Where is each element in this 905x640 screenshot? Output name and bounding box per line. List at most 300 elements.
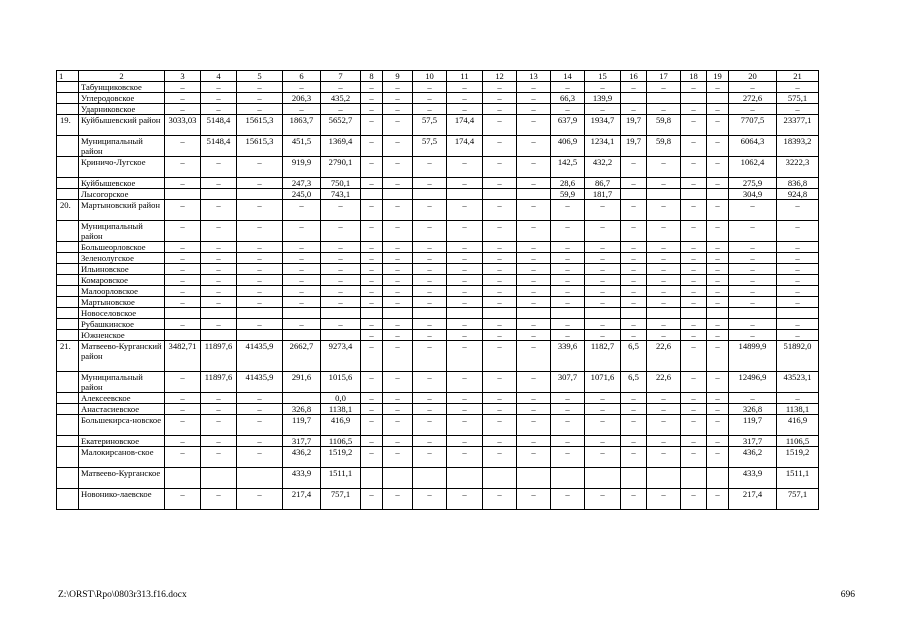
value-cell: – bbox=[681, 330, 707, 341]
value-cell: – bbox=[551, 286, 585, 297]
value-cell: – bbox=[681, 393, 707, 404]
value-cell: – bbox=[447, 157, 483, 178]
value-cell: 41435,9 bbox=[237, 372, 283, 393]
value-cell: – bbox=[361, 297, 383, 308]
value-cell: – bbox=[413, 178, 447, 189]
value-cell: – bbox=[361, 157, 383, 178]
value-cell: – bbox=[707, 242, 729, 253]
value-cell: – bbox=[383, 447, 413, 468]
value-cell: – bbox=[647, 404, 681, 415]
row-name: Ильиновское bbox=[79, 264, 165, 275]
value-cell: – bbox=[585, 330, 621, 341]
value-cell: – bbox=[483, 136, 517, 157]
value-cell bbox=[551, 468, 585, 489]
value-cell: – bbox=[647, 82, 681, 93]
value-cell bbox=[517, 468, 551, 489]
value-cell: – bbox=[707, 264, 729, 275]
row-name: Новонико-лаевское bbox=[79, 489, 165, 510]
value-cell: – bbox=[729, 104, 777, 115]
value-cell bbox=[647, 308, 681, 319]
table-row bbox=[57, 341, 819, 372]
value-cell: – bbox=[517, 253, 551, 264]
value-cell: – bbox=[483, 115, 517, 136]
value-cell: – bbox=[681, 264, 707, 275]
value-cell: – bbox=[413, 297, 447, 308]
value-cell: – bbox=[517, 242, 551, 253]
value-cell: – bbox=[729, 297, 777, 308]
value-cell bbox=[361, 468, 383, 489]
value-cell: – bbox=[517, 178, 551, 189]
value-cell: – bbox=[517, 200, 551, 221]
value-cell: – bbox=[729, 200, 777, 221]
value-cell: – bbox=[729, 264, 777, 275]
value-cell: – bbox=[413, 404, 447, 415]
value-cell bbox=[585, 308, 621, 319]
value-cell: – bbox=[413, 286, 447, 297]
value-cell: – bbox=[383, 264, 413, 275]
value-cell: – bbox=[647, 319, 681, 330]
value-cell: – bbox=[647, 157, 681, 178]
value-cell: – bbox=[707, 415, 729, 436]
value-cell: – bbox=[361, 372, 383, 393]
value-cell bbox=[447, 468, 483, 489]
value-cell: – bbox=[165, 136, 201, 157]
value-cell: – bbox=[777, 82, 819, 93]
value-cell: – bbox=[681, 404, 707, 415]
value-cell: – bbox=[517, 157, 551, 178]
value-cell bbox=[707, 308, 729, 319]
value-cell: – bbox=[413, 436, 447, 447]
value-cell: – bbox=[321, 104, 361, 115]
value-cell: – bbox=[321, 242, 361, 253]
value-cell: – bbox=[201, 200, 237, 221]
value-cell: – bbox=[201, 82, 237, 93]
row-name: Лысогорское bbox=[79, 189, 165, 200]
value-cell: – bbox=[383, 341, 413, 372]
value-cell: – bbox=[283, 275, 321, 286]
value-cell bbox=[585, 468, 621, 489]
value-cell: 637,9 bbox=[551, 115, 585, 136]
table-row bbox=[57, 264, 819, 275]
value-cell: – bbox=[447, 104, 483, 115]
value-cell: – bbox=[383, 297, 413, 308]
value-cell: – bbox=[237, 104, 283, 115]
column-number: 17 bbox=[647, 71, 681, 82]
value-cell: – bbox=[621, 264, 647, 275]
value-cell: 11897,6 bbox=[201, 341, 237, 372]
value-cell: – bbox=[283, 104, 321, 115]
row-index bbox=[57, 93, 79, 104]
header-row bbox=[57, 71, 819, 82]
value-cell: – bbox=[585, 297, 621, 308]
value-cell: – bbox=[707, 115, 729, 136]
value-cell: – bbox=[447, 275, 483, 286]
value-cell: – bbox=[201, 264, 237, 275]
value-cell: 750,1 bbox=[321, 178, 361, 189]
value-cell: – bbox=[413, 104, 447, 115]
value-cell: – bbox=[517, 393, 551, 404]
value-cell: – bbox=[447, 415, 483, 436]
value-cell: – bbox=[361, 82, 383, 93]
value-cell: – bbox=[237, 404, 283, 415]
value-cell: – bbox=[447, 242, 483, 253]
value-cell: – bbox=[681, 221, 707, 242]
row-index bbox=[57, 178, 79, 189]
value-cell: – bbox=[647, 330, 681, 341]
value-cell: – bbox=[165, 393, 201, 404]
value-cell: 1369,4 bbox=[321, 136, 361, 157]
value-cell: – bbox=[647, 447, 681, 468]
value-cell: – bbox=[165, 489, 201, 510]
value-cell: – bbox=[165, 82, 201, 93]
row-name: Куйбышевский район bbox=[79, 115, 165, 136]
value-cell bbox=[483, 308, 517, 319]
value-cell: – bbox=[201, 178, 237, 189]
value-cell: – bbox=[383, 319, 413, 330]
value-cell bbox=[681, 308, 707, 319]
value-cell: – bbox=[483, 264, 517, 275]
value-cell: 174,4 bbox=[447, 115, 483, 136]
value-cell: – bbox=[283, 297, 321, 308]
value-cell: – bbox=[447, 404, 483, 415]
value-cell bbox=[621, 93, 647, 104]
value-cell: – bbox=[517, 436, 551, 447]
value-cell: – bbox=[517, 489, 551, 510]
value-cell: – bbox=[413, 82, 447, 93]
value-cell: – bbox=[383, 286, 413, 297]
value-cell: – bbox=[729, 221, 777, 242]
row-index bbox=[57, 330, 79, 341]
value-cell: 5148,4 bbox=[201, 136, 237, 157]
table-row bbox=[57, 308, 819, 319]
value-cell: 451,5 bbox=[283, 136, 321, 157]
row-name: Табунщиковское bbox=[79, 82, 165, 93]
value-cell: – bbox=[585, 104, 621, 115]
value-cell: – bbox=[621, 253, 647, 264]
value-cell: – bbox=[165, 104, 201, 115]
value-cell: 304,9 bbox=[729, 189, 777, 200]
value-cell: 1015,6 bbox=[321, 372, 361, 393]
value-cell: – bbox=[551, 242, 585, 253]
value-cell: 326,8 bbox=[729, 404, 777, 415]
value-cell bbox=[483, 189, 517, 200]
value-cell: – bbox=[621, 330, 647, 341]
value-cell: – bbox=[237, 286, 283, 297]
value-cell: 6,5 bbox=[621, 341, 647, 372]
value-cell: 433,9 bbox=[729, 468, 777, 489]
value-cell: – bbox=[165, 415, 201, 436]
value-cell: – bbox=[517, 404, 551, 415]
value-cell: – bbox=[585, 221, 621, 242]
value-cell: – bbox=[517, 319, 551, 330]
value-cell: – bbox=[483, 489, 517, 510]
value-cell: 1519,2 bbox=[321, 447, 361, 468]
value-cell: – bbox=[585, 253, 621, 264]
value-cell: – bbox=[647, 253, 681, 264]
value-cell: – bbox=[647, 286, 681, 297]
value-cell: – bbox=[621, 404, 647, 415]
value-cell: – bbox=[483, 253, 517, 264]
value-cell bbox=[483, 468, 517, 489]
row-name: Южненское bbox=[79, 330, 165, 341]
value-cell: – bbox=[237, 264, 283, 275]
value-cell: – bbox=[707, 489, 729, 510]
row-name: Алексеевское bbox=[79, 393, 165, 404]
value-cell: – bbox=[621, 82, 647, 93]
value-cell: – bbox=[283, 319, 321, 330]
column-number: 3 bbox=[165, 71, 201, 82]
value-cell: 406,9 bbox=[551, 136, 585, 157]
value-cell: – bbox=[237, 157, 283, 178]
value-cell: – bbox=[361, 489, 383, 510]
value-cell: – bbox=[551, 393, 585, 404]
value-cell: – bbox=[647, 200, 681, 221]
value-cell: – bbox=[483, 404, 517, 415]
value-cell: – bbox=[237, 393, 283, 404]
value-cell: – bbox=[647, 415, 681, 436]
value-cell: – bbox=[237, 221, 283, 242]
row-index bbox=[57, 404, 79, 415]
value-cell: – bbox=[707, 157, 729, 178]
value-cell: 2790,1 bbox=[321, 157, 361, 178]
value-cell: – bbox=[447, 82, 483, 93]
value-cell: – bbox=[201, 242, 237, 253]
value-cell: – bbox=[517, 286, 551, 297]
column-number: 14 bbox=[551, 71, 585, 82]
value-cell: – bbox=[413, 372, 447, 393]
value-cell: 432,2 bbox=[585, 157, 621, 178]
value-cell: 247,3 bbox=[283, 178, 321, 189]
value-cell: – bbox=[383, 393, 413, 404]
row-name: Малоорловское bbox=[79, 286, 165, 297]
value-cell: – bbox=[707, 330, 729, 341]
value-cell: 245,0 bbox=[283, 189, 321, 200]
value-cell: – bbox=[165, 275, 201, 286]
table-row bbox=[57, 242, 819, 253]
value-cell: – bbox=[729, 330, 777, 341]
value-cell: – bbox=[283, 264, 321, 275]
value-cell: – bbox=[621, 319, 647, 330]
value-cell: 339,6 bbox=[551, 341, 585, 372]
value-cell: – bbox=[413, 253, 447, 264]
value-cell: – bbox=[413, 264, 447, 275]
footer-page-number: 696 bbox=[840, 590, 855, 600]
value-cell: – bbox=[551, 436, 585, 447]
value-cell: – bbox=[707, 286, 729, 297]
column-number: 19 bbox=[707, 71, 729, 82]
value-cell: – bbox=[201, 275, 237, 286]
value-cell: 119,7 bbox=[729, 415, 777, 436]
value-cell: – bbox=[361, 404, 383, 415]
value-cell: – bbox=[621, 436, 647, 447]
value-cell: – bbox=[447, 297, 483, 308]
value-cell: 416,9 bbox=[321, 415, 361, 436]
column-number: 7 bbox=[321, 71, 361, 82]
value-cell: – bbox=[237, 93, 283, 104]
value-cell: – bbox=[707, 221, 729, 242]
value-cell: 19,7 bbox=[621, 115, 647, 136]
value-cell: – bbox=[621, 221, 647, 242]
value-cell: 1182,7 bbox=[585, 341, 621, 372]
value-cell: – bbox=[447, 178, 483, 189]
value-cell: – bbox=[551, 415, 585, 436]
value-cell: 66,3 bbox=[551, 93, 585, 104]
value-cell: 1071,6 bbox=[585, 372, 621, 393]
value-cell: – bbox=[165, 404, 201, 415]
value-cell: – bbox=[483, 341, 517, 372]
value-cell: – bbox=[383, 157, 413, 178]
value-cell: 924,8 bbox=[777, 189, 819, 200]
value-cell: – bbox=[361, 221, 383, 242]
row-name: Зеленолугское bbox=[79, 253, 165, 264]
value-cell bbox=[201, 189, 237, 200]
column-number: 11 bbox=[447, 71, 483, 82]
value-cell: – bbox=[447, 393, 483, 404]
column-number: 1 bbox=[57, 71, 79, 82]
value-cell bbox=[681, 468, 707, 489]
value-cell: – bbox=[361, 341, 383, 372]
value-cell: – bbox=[201, 297, 237, 308]
column-number: 6 bbox=[283, 71, 321, 82]
value-cell: – bbox=[483, 178, 517, 189]
value-cell: – bbox=[383, 115, 413, 136]
value-cell: – bbox=[361, 115, 383, 136]
value-cell: – bbox=[621, 393, 647, 404]
value-cell: – bbox=[447, 253, 483, 264]
row-index bbox=[57, 286, 79, 297]
value-cell bbox=[321, 330, 361, 341]
column-number: 15 bbox=[585, 71, 621, 82]
value-cell: – bbox=[201, 415, 237, 436]
column-number: 2 bbox=[79, 71, 165, 82]
row-name: Мартыновское bbox=[79, 297, 165, 308]
value-cell: – bbox=[585, 319, 621, 330]
table-row bbox=[57, 447, 819, 468]
value-cell: – bbox=[585, 489, 621, 510]
value-cell: 1511,1 bbox=[777, 468, 819, 489]
value-cell: 757,1 bbox=[321, 489, 361, 510]
value-cell: – bbox=[585, 82, 621, 93]
value-cell bbox=[681, 189, 707, 200]
value-cell: – bbox=[551, 264, 585, 275]
value-cell: 59,9 bbox=[551, 189, 585, 200]
value-cell: – bbox=[681, 275, 707, 286]
value-cell bbox=[647, 189, 681, 200]
value-cell: – bbox=[321, 319, 361, 330]
value-cell: – bbox=[517, 415, 551, 436]
row-name: Муниципальный район bbox=[79, 372, 165, 393]
table-row bbox=[57, 136, 819, 157]
row-index bbox=[57, 264, 79, 275]
value-cell: – bbox=[729, 275, 777, 286]
value-cell bbox=[517, 308, 551, 319]
value-cell: 6,5 bbox=[621, 372, 647, 393]
value-cell: – bbox=[201, 436, 237, 447]
value-cell bbox=[321, 308, 361, 319]
value-cell: 919,9 bbox=[283, 157, 321, 178]
value-cell: – bbox=[681, 341, 707, 372]
value-cell: – bbox=[621, 286, 647, 297]
value-cell: – bbox=[447, 372, 483, 393]
value-cell: – bbox=[237, 436, 283, 447]
value-cell: 206,3 bbox=[283, 93, 321, 104]
value-cell: 575,1 bbox=[777, 93, 819, 104]
value-cell bbox=[165, 330, 201, 341]
row-index: 19. bbox=[57, 115, 79, 136]
value-cell: – bbox=[447, 221, 483, 242]
value-cell bbox=[201, 330, 237, 341]
value-cell: – bbox=[361, 393, 383, 404]
value-cell: – bbox=[283, 242, 321, 253]
row-index bbox=[57, 415, 79, 436]
value-cell: 5148,4 bbox=[201, 115, 237, 136]
value-cell: 1106,5 bbox=[777, 436, 819, 447]
value-cell: – bbox=[707, 404, 729, 415]
value-cell: – bbox=[165, 319, 201, 330]
value-cell bbox=[165, 189, 201, 200]
row-index bbox=[57, 308, 79, 319]
value-cell: – bbox=[621, 200, 647, 221]
value-cell: 0,0 bbox=[321, 393, 361, 404]
value-cell: – bbox=[483, 286, 517, 297]
value-cell: 1234,1 bbox=[585, 136, 621, 157]
value-cell: – bbox=[383, 415, 413, 436]
value-cell: – bbox=[729, 242, 777, 253]
value-cell: – bbox=[707, 104, 729, 115]
value-cell: – bbox=[551, 319, 585, 330]
value-cell: – bbox=[165, 372, 201, 393]
column-number: 18 bbox=[681, 71, 707, 82]
value-cell: – bbox=[383, 489, 413, 510]
row-name: Малокирсанов-ское bbox=[79, 447, 165, 468]
value-cell: – bbox=[201, 447, 237, 468]
value-cell: – bbox=[585, 286, 621, 297]
value-cell: – bbox=[201, 319, 237, 330]
row-index bbox=[57, 253, 79, 264]
value-cell: – bbox=[283, 286, 321, 297]
value-cell: – bbox=[165, 200, 201, 221]
value-cell: – bbox=[517, 297, 551, 308]
value-cell: – bbox=[447, 264, 483, 275]
value-cell: – bbox=[681, 157, 707, 178]
value-cell: – bbox=[551, 200, 585, 221]
row-index bbox=[57, 393, 79, 404]
value-cell bbox=[413, 468, 447, 489]
value-cell: – bbox=[777, 297, 819, 308]
value-cell: 1138,1 bbox=[321, 404, 361, 415]
value-cell: – bbox=[777, 275, 819, 286]
value-cell: – bbox=[383, 178, 413, 189]
value-cell: – bbox=[681, 319, 707, 330]
value-cell: 3222,3 bbox=[777, 157, 819, 178]
value-cell: – bbox=[383, 436, 413, 447]
value-cell: 3482,71 bbox=[165, 341, 201, 372]
value-cell: – bbox=[321, 264, 361, 275]
value-cell: 15615,3 bbox=[237, 115, 283, 136]
value-cell: – bbox=[585, 242, 621, 253]
value-cell: – bbox=[585, 436, 621, 447]
value-cell: – bbox=[383, 372, 413, 393]
value-cell: – bbox=[447, 286, 483, 297]
column-number: 16 bbox=[621, 71, 647, 82]
value-cell: – bbox=[517, 341, 551, 372]
value-cell: – bbox=[413, 93, 447, 104]
value-cell: 59,8 bbox=[647, 136, 681, 157]
value-cell: – bbox=[321, 82, 361, 93]
row-name: Большеорловское bbox=[79, 242, 165, 253]
value-cell: – bbox=[321, 221, 361, 242]
value-cell: 119,7 bbox=[283, 415, 321, 436]
